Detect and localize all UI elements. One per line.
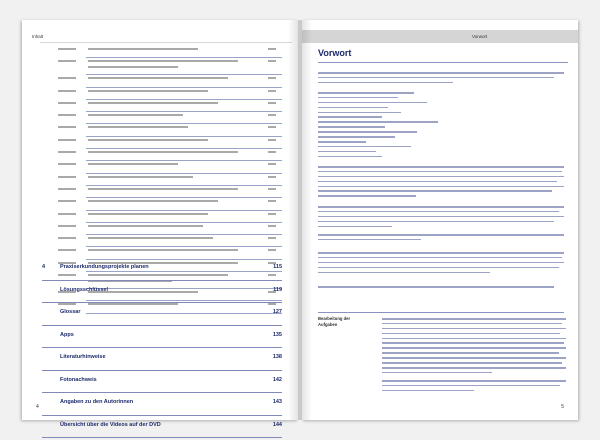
toc-subentry — [86, 149, 282, 161]
toc-main-entry[interactable] — [42, 281, 282, 304]
gutter-shadow — [288, 20, 312, 420]
toc-subentry — [86, 46, 282, 58]
toc-subentry-pg — [268, 200, 276, 202]
toc-subentry — [86, 198, 282, 210]
toc-subentry-line — [88, 114, 183, 116]
toc-entry-number: 4 — [42, 264, 46, 270]
series-list — [318, 92, 478, 160]
toc-entry-title: Literaturhinweise — [60, 354, 106, 360]
toc-subentry-num — [58, 102, 76, 104]
toc-subentry-pg — [268, 188, 276, 190]
toc-main-entry[interactable] — [42, 371, 282, 394]
left-page-number: 4 — [36, 404, 39, 410]
toc-subentry-pg — [268, 237, 276, 239]
toc-subentry-line — [88, 151, 238, 153]
toc-subentry-num — [58, 126, 76, 128]
toc-subentry-pg — [268, 139, 276, 141]
toc-subentry — [86, 174, 282, 186]
toc-entry-title: Glossar — [60, 309, 81, 315]
toc-main-entry[interactable] — [42, 348, 282, 371]
toc-subentry-pg — [268, 77, 276, 79]
toc-subentry-num — [58, 48, 76, 50]
toc-entry-page: 144 — [272, 421, 282, 428]
toc-subentry — [86, 100, 282, 112]
toc-subentry-line — [88, 176, 193, 178]
left-page — [22, 20, 298, 428]
toc-main-entry[interactable] — [42, 393, 282, 416]
toc-subentry-num — [58, 114, 76, 116]
toc-subentry-num — [58, 163, 76, 165]
toc-subentry-num — [58, 225, 76, 227]
toc-entry-page: 127 — [272, 309, 282, 315]
aufgaben-paragraph-2 — [382, 380, 566, 395]
right-page-number: 5 — [561, 404, 564, 410]
left-header-rule — [40, 42, 292, 43]
toc-main-entry[interactable] — [42, 258, 282, 281]
toc-subentry-pg — [268, 249, 276, 251]
intro-paragraph — [318, 72, 564, 87]
toc-main-entries — [42, 258, 282, 438]
toc-subentry-line — [88, 48, 198, 50]
toc-subentry-num — [58, 237, 76, 239]
toc-entry-title: Praxiserkundungsprojekte planen — [60, 264, 149, 270]
toc-subentry — [86, 161, 282, 173]
toc-subentry-pg — [268, 163, 276, 165]
right-running-header — [302, 30, 578, 43]
toc-subentry-line — [88, 139, 208, 141]
toc-subentry-num — [58, 90, 76, 92]
toc-entry-title: Lösungsschlüssel — [60, 286, 108, 293]
aufgaben-paragraph-1 — [382, 318, 566, 377]
toc-subentry-num — [58, 200, 76, 202]
toc-subentry — [86, 137, 282, 149]
toc-subentry — [86, 235, 282, 247]
toc-subentry — [86, 211, 282, 223]
toc-main-entry[interactable] — [42, 326, 282, 349]
toc-subentry-pg — [268, 102, 276, 104]
toc-subentry-num — [58, 60, 76, 62]
toc-subentry-line — [88, 249, 238, 251]
toc-subentry-pg — [268, 114, 276, 116]
toc-entry-title: Angaben zu den Autorinnen — [60, 399, 134, 405]
toc-subentry-pg — [268, 60, 276, 62]
toc-subentry-line — [88, 102, 218, 104]
toc-subentry-line — [88, 188, 238, 190]
section-divider — [318, 312, 564, 313]
toc-entry-page: 135 — [272, 331, 282, 338]
toc-entry-page: 115 — [273, 264, 282, 270]
title-rule — [318, 62, 568, 63]
toc-subentry — [86, 223, 282, 235]
right-header-band — [302, 30, 578, 43]
toc-subentry-line — [88, 60, 238, 62]
toc-subentry — [86, 112, 282, 124]
body-paragraph-2 — [318, 206, 564, 230]
toc-entry-page: 138 — [272, 354, 282, 360]
toc-subentry-line — [88, 77, 228, 79]
toc-subentry-num — [58, 77, 76, 79]
toc-subentry-pg — [268, 225, 276, 227]
body-paragraph-1 — [318, 166, 564, 200]
toc-main-entry[interactable] — [42, 303, 282, 326]
toc-subentry — [86, 75, 282, 87]
toc-subentry-line — [88, 90, 208, 92]
toc-subentry-num — [58, 249, 76, 251]
toc-subentry-num — [58, 188, 76, 190]
right-page — [302, 20, 578, 420]
toc-subentry — [86, 186, 282, 198]
toc-subentry-num — [58, 213, 76, 215]
toc-entry-title: Fotonachweis — [60, 376, 97, 383]
toc-subentry-pg — [268, 151, 276, 153]
toc-subentry-num — [58, 139, 76, 141]
toc-entry-title: Apps — [60, 331, 74, 338]
toc-subentry-line — [88, 237, 213, 239]
toc-subentry-line — [88, 126, 188, 128]
side-label-bearbeitung: Bearbeitung der Aufgaben — [318, 316, 351, 327]
toc-subentry-line2 — [88, 66, 178, 68]
left-header-text: Inhalt — [32, 34, 44, 39]
body-paragraph-3 — [318, 234, 564, 244]
toc-entry-page: 142 — [272, 376, 282, 383]
toc-subentry-pg — [268, 176, 276, 178]
toc-subentry-pg — [268, 48, 276, 50]
toc-subentry-pg — [268, 213, 276, 215]
toc-subentry — [86, 124, 282, 136]
body-paragraph-4 — [318, 252, 564, 276]
toc-subentry-num — [58, 176, 76, 178]
left-running-header — [30, 30, 320, 43]
toc-entry-page: 119 — [273, 286, 282, 293]
toc-main-entry[interactable] — [42, 416, 282, 439]
toc-subentry-pg — [268, 90, 276, 92]
toc-subentry-line — [88, 163, 178, 165]
toc-subentry-pg — [268, 126, 276, 128]
toc-subentry-line — [88, 225, 203, 227]
body-paragraph-5 — [318, 286, 564, 291]
right-header-text: Vorwort — [472, 34, 488, 39]
toc-subentry-line — [88, 200, 218, 202]
toc-subentry — [86, 88, 282, 100]
toc-subentry — [86, 58, 282, 75]
toc-subentry-num — [58, 151, 76, 153]
toc-entry-title: Übersicht über die Videos auf der DVD — [60, 421, 161, 428]
toc-entry-page: 143 — [272, 399, 282, 405]
toc-subentry-line — [88, 213, 208, 215]
page-title: Vorwort — [318, 48, 352, 58]
